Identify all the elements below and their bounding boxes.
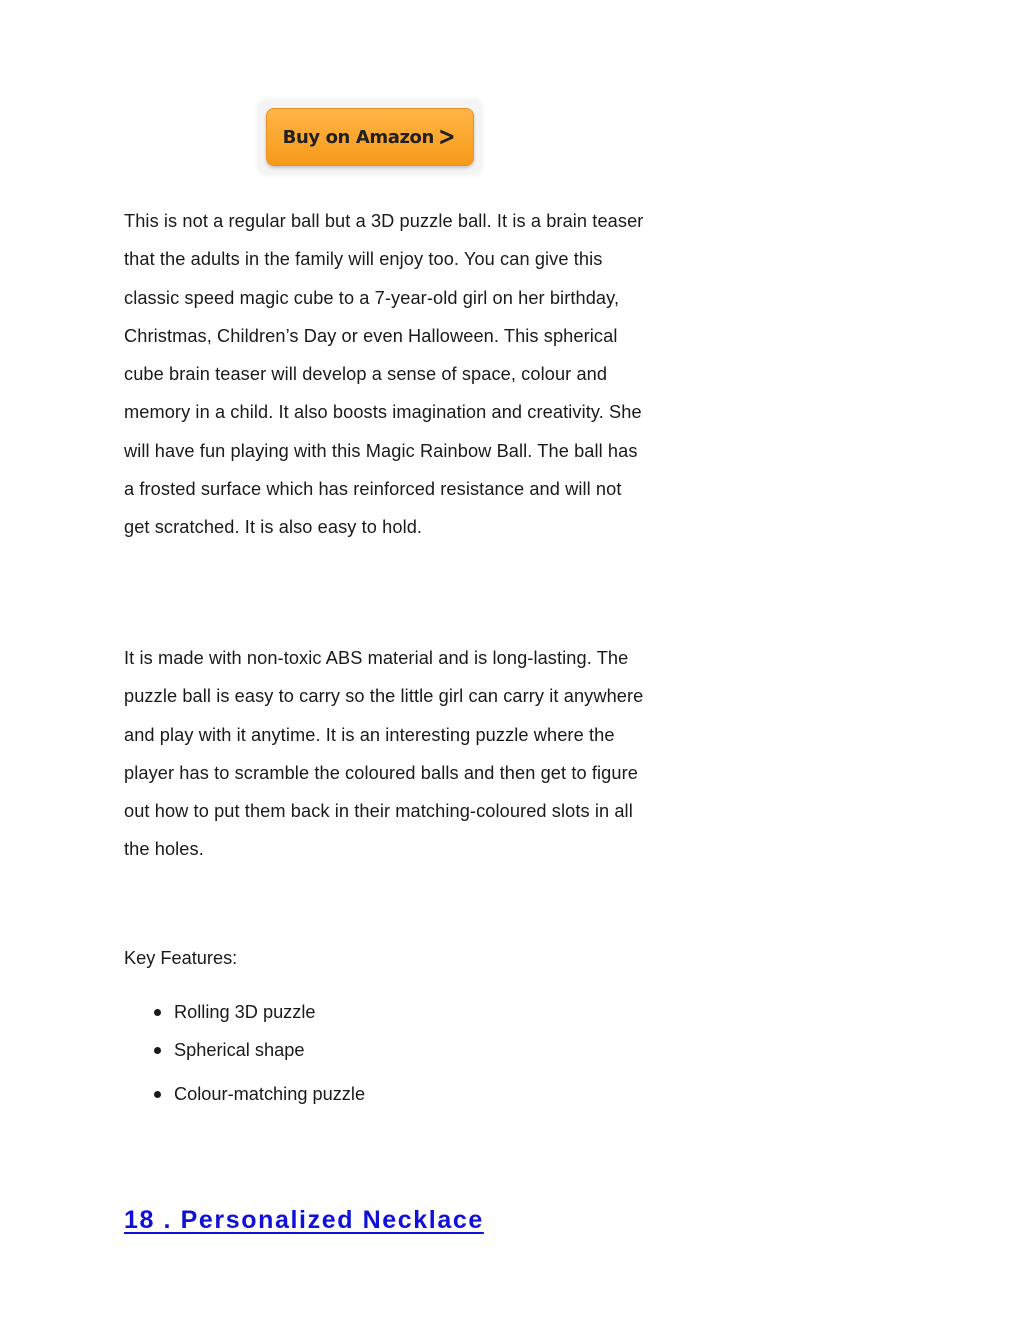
bullet-icon: [154, 1047, 161, 1054]
chevron-right-icon: >: [438, 122, 456, 152]
key-features-list: [124, 1000, 524, 1106]
description-paragraph-1: This is not a regular ball but a 3D puzzle ball. It is a brain teaser that the adults in the family will enjoy too. You can give this classic speed magic cube to a 7-year-old girl on her birthday, Christmas, Children’s Day or even Halloween. This spherical cube brain teaser will develop a sense of space, colour and memory in a child. It also boosts imagination and creativity. She will have fun playing with this Magic Rainbow Ball. The ball has a frosted surface which has reinforced resistance and will not get scratched. It is also easy to hold.: [124, 211, 644, 538]
list-item: [124, 1082, 524, 1106]
section-heading-link[interactable]: 18 . Personalized Necklace: [124, 1206, 484, 1234]
list-item: [124, 1038, 524, 1062]
bullet-icon: [154, 1009, 161, 1016]
buy-on-amazon-label: Buy on Amazon: [282, 126, 434, 148]
description-paragraph-2: It is made with non-toxic ABS material and is long-lasting. The puzzle ball is easy to carry so the little girl can carry it anywhere and play with it anytime. It is an interesting puzzle where the player has to scramble the coloured balls and then get to figure out how to put them back in their matching-coloured slots in all the holes.: [124, 648, 644, 860]
list-item: [124, 1000, 524, 1024]
key-features-label: Key Features:: [124, 948, 238, 968]
feature-text: Spherical shape: [174, 1040, 305, 1060]
feature-text: Rolling 3D puzzle: [174, 1002, 316, 1022]
feature-text: Colour-matching puzzle: [174, 1084, 366, 1104]
buy-on-amazon-container: [258, 100, 482, 174]
bullet-icon: [154, 1091, 161, 1098]
buy-on-amazon-button[interactable]: [266, 108, 474, 166]
